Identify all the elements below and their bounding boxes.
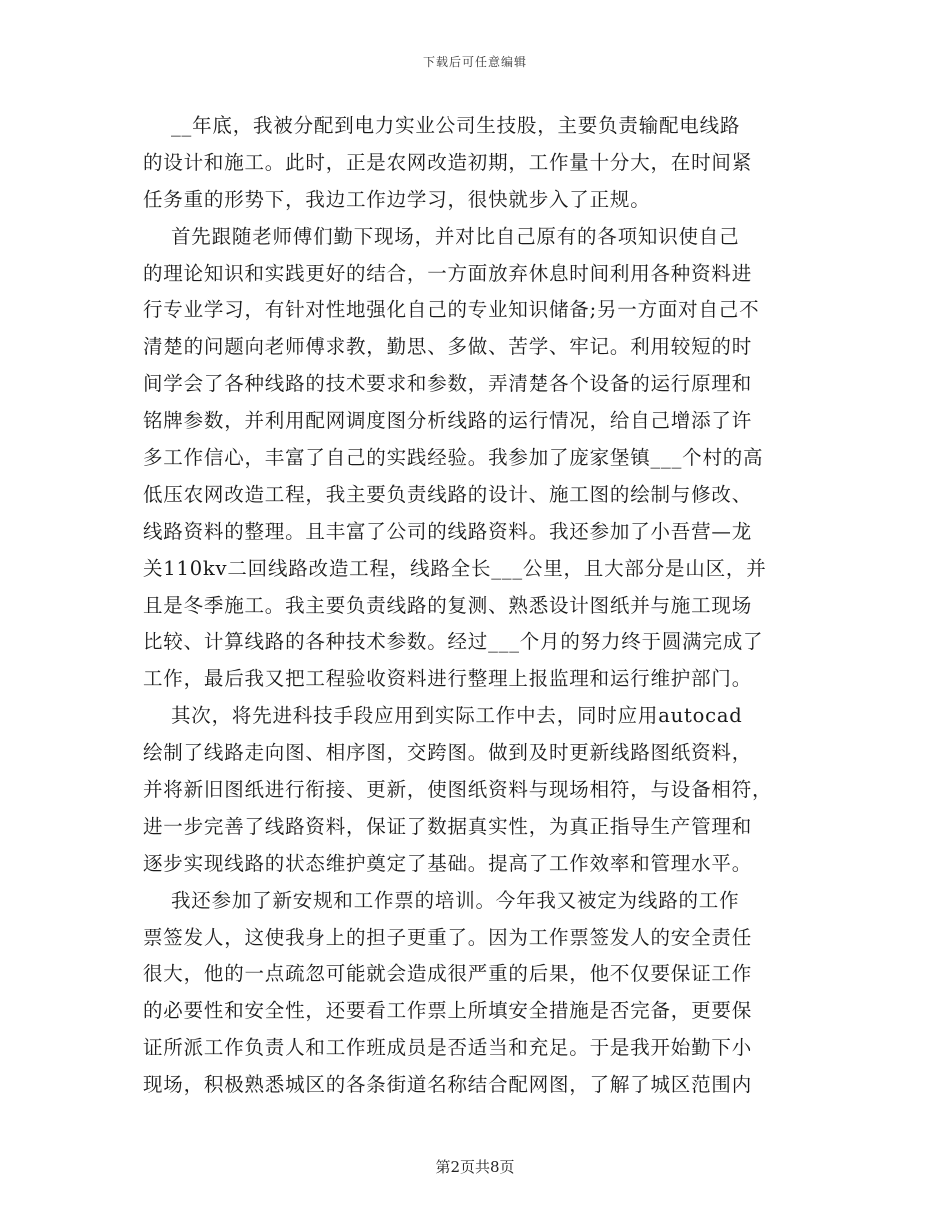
text-line: 的设计和施工。此时，正是农网改造初期，工作量十分大，在时间紧 <box>143 150 753 174</box>
text-line: 进一步完善了线路资料，保证了数据真实性，为真正指导生产管理和 <box>143 814 753 838</box>
text-line: 低压农网改造工程，我主要负责线路的设计、施工图的绘制与修改、 <box>143 482 753 506</box>
text-line: 铭牌参数，并利用配网调度图分析线路的运行情况，给自己增添了许 <box>143 409 753 433</box>
text-line: __年底，我被分配到电力实业公司生技股，主要负责输配电线路 <box>143 114 741 137</box>
text-line: 行专业学习，有针对性地强化自己的专业知识储备;另一方面对自己不 <box>143 298 760 322</box>
text-line: 现场，积极熟悉城区的各条街道名称结合配网图，了解了城区范围内 <box>143 1073 753 1097</box>
text-line: 线路资料的整理。且丰富了公司的线路资料。我还参加了小吾营—龙 <box>143 519 753 543</box>
text-line: 间学会了各种线路的技术要求和参数，弄清楚各个设备的运行原理和 <box>143 372 753 396</box>
text-line: 关110kv二回线路改造工程，线路全长___公里，且大部分是山区，并 <box>143 556 767 580</box>
text-line: 很大，他的一点疏忽可能就会造成很严重的后果，他不仅要保证工作 <box>143 962 753 986</box>
text-line: 我还参加了新安规和工作票的培训。今年我又被定为线路的工作 <box>143 888 740 912</box>
text-line: 并将新旧图纸进行衔接、更新，使图纸资料与现场相符，与设备相符， <box>143 778 773 802</box>
text-line: 任务重的形势下，我边工作边学习，很快就步入了正规。 <box>143 187 651 211</box>
text-line: 多工作信心，丰富了自己的实践经验。我参加了庞家堡镇___个村的高 <box>143 446 764 470</box>
page-header: 下载后可任意编辑 <box>422 55 527 69</box>
text-line: 票签发人，这使我身上的担子更重了。因为工作票签发人的安全责任 <box>143 925 753 949</box>
text-line: 的必要性和安全性，还要看工作票上所填安全措施是否完备，更要保 <box>143 999 753 1023</box>
text-line: 的理论知识和实践更好的结合，一方面放弃休息时间利用各种资料进 <box>143 261 753 285</box>
page-number-footer: 第2页共8页 <box>435 1158 515 1176</box>
text-line: 清楚的问题向老师傅求教，勤思、多做、苦学、牢记。利用较短的时 <box>143 335 753 359</box>
text-line: 首先跟随老师傅们勤下现场，并对比自己原有的各项知识使自己 <box>143 224 740 248</box>
text-line: 且是冬季施工。我主要负责线路的复测、熟悉设计图纸并与施工现场 <box>143 593 753 617</box>
text-line: 证所派工作负责人和工作班成员是否适当和充足。于是我开始勤下小 <box>143 1036 753 1060</box>
text-line: 工作，最后我又把工程验收资料进行整理上报监理和运行维护部门。 <box>143 667 753 691</box>
document-body <box>143 108 807 1104</box>
text-line: 逐步实现线路的状态维护奠定了基础。提高了工作效率和管理水平。 <box>143 851 753 875</box>
text-line: 绘制了线路走向图、相序图，交跨图。做到及时更新线路图纸资料， <box>143 741 753 765</box>
text-line: 比较、计算线路的各种技术参数。经过___个月的努力终于圆满完成了 <box>143 630 764 654</box>
text-line: 其次，将先进科技手段应用到实际工作中去，同时应用autocad <box>143 704 743 728</box>
